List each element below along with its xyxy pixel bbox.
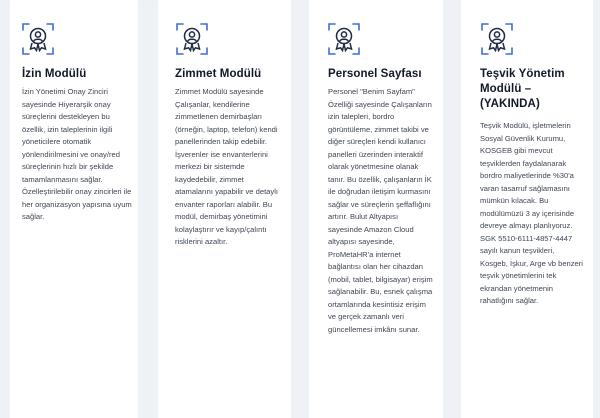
card-body: Personel "Benim Sayfam" Özelliği sayesinde Çalışanların izin talepleri, bordro görüntüleme, zimmet takibi ve diğer süreçleri kendi kullanıcı panelleri üzerinden interaktif olarak yönetmesine olanak tanır. Bu özellik, çalışanların İK ile doğrudan iletişim kurmasını sağlar ve süreçlerin şeffaflığını artırır. Bulut Altyapısı sayesinde Amazon Cloud altyapısı sayesinde, ProMetaHR'a internet bağlantısı olan her cihazdan (mobil, tablet, bilgisayar) erişim sağlanabilir. Bu, esnek çalışma ortamlarında kesintisiz erişim ve gerçek zamanlı veri güncellemesi imkânı sunar. [328, 87, 433, 334]
card-body: Zimmet Modülü sayesinde Çalışanlar, kendilerine zimmetlenen demirbaşları (örneğin, laptop, telefon) kendi panellerinden takip edebilir. İşverenler ise envanterlerini merkezi bir sistemde kaydedebilir, zimmet atamalarını yapabilir ve detaylı envanter raporları alabilir. Bu modül, demirbaş yönetimini kolaylaştırır ve kayıp/çalıntı risklerini azaltır. [175, 87, 278, 246]
employee-shield-icon [21, 22, 55, 56]
feature-card-zimmet [158, 0, 291, 418]
feature-card-izin [10, 0, 138, 418]
card-title: Teşvik Yönetim Modülü – (YAKINDA) [480, 68, 565, 110]
card-title: Personel Sayfası [328, 68, 422, 80]
employee-shield-icon [480, 22, 514, 56]
card-body: Teşvik Modülü, işletmelerin Sosyal Güvenlik Kurumu, KOSGEB gibi mevcut teşviklerden faydalanarak bordro maliyetlerinde %30'a varan tasarruf sağlamasını mümkün kılacak. Bu modülümüzü 3 ay içerisinde devreye almayı planlıyoruz. SGK 5510-6111-4857-4447 sayılı kanun teşvikleri, Kosgeb, İşkur, Arge vb benzeri teşvik yönetimlerini tek ekrandan yönetmenin rahatlığını sağlar. [480, 121, 583, 305]
feature-card-tesvik [461, 0, 593, 418]
card-title: Zimmet Modülü [175, 68, 262, 80]
card-body: İzin Yönetimi Onay Zinciri sayesinde Hiyerarşik onay süreçlerini destekleyen bu özellik, izin taleplerinin ilgili yöneticilere otomatik yönlendirilmesini ve onay/red süreçlerinin hızlı bir şekilde tamamlanmasını sağlar. Özelleştirilebilir onay zincirleri ile her organizasyon yapısına uyum sağlar. [22, 87, 132, 221]
feature-card-personel [309, 0, 443, 418]
card-title: İzin Modülü [22, 68, 87, 80]
employee-shield-icon [327, 22, 361, 56]
employee-shield-icon [175, 22, 209, 56]
